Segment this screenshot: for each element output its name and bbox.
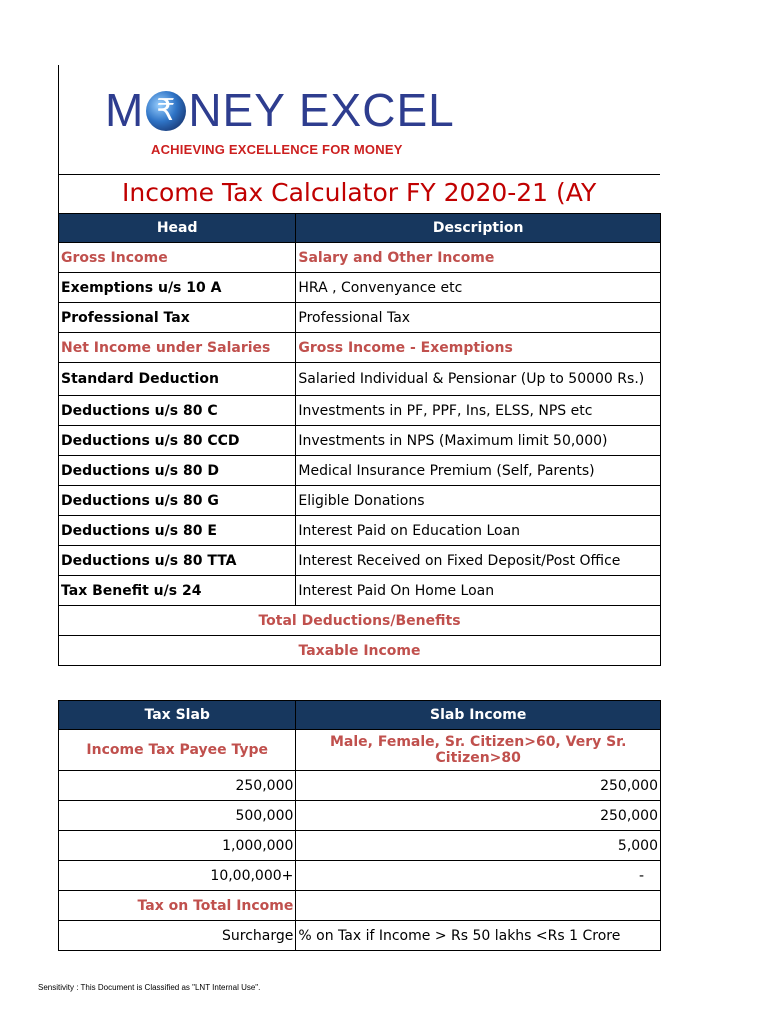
table-row [59,606,661,636]
table-row [59,921,661,951]
slab-value: 500,000 [59,801,296,831]
header-tax-slab: Tax Slab [59,701,296,730]
row-head-professional-tax[interactable]: Professional Tax [59,303,296,333]
table-row [59,636,661,666]
table-row [59,891,661,921]
tax-total-value[interactable] [296,891,661,921]
header-description: Description [296,214,661,243]
surcharge-label: Surcharge [59,921,296,951]
row-desc[interactable]: Interest Paid on Education Loan [296,516,661,546]
logo-tagline: ACHIEVING EXCELLENCE FOR MONEY [151,142,403,157]
title-row [58,175,660,213]
row-desc[interactable]: Interest Paid On Home Loan [296,576,661,606]
row-desc[interactable]: Professional Tax [296,303,661,333]
tax-slab-table [58,700,661,951]
slab-income[interactable]: - [296,861,661,891]
total-deductions[interactable]: Total Deductions/Benefits [59,606,661,636]
slab-income[interactable]: 250,000 [296,771,661,801]
logo-text-right: NEY EXCEL [188,84,455,136]
table-row [59,243,661,273]
page-title: Income Tax Calculator FY 2020-21 (AY [122,178,597,207]
rupee-symbol: ₹ [156,93,177,128]
row-head-80g[interactable]: Deductions u/s 80 G [59,486,296,516]
row-desc[interactable]: Interest Received on Fixed Deposit/Post Office [296,546,661,576]
row-desc[interactable]: Salary and Other Income [296,243,661,273]
row-head-standard-deduction[interactable]: Standard Deduction [59,363,296,396]
table-row [59,273,661,303]
table-row [59,363,661,396]
row-desc[interactable]: HRA , Convenyance etc [296,273,661,303]
row-desc[interactable]: Gross Income - Exemptions [296,333,661,363]
table-row [59,831,661,861]
table-row [59,516,661,546]
logo [105,83,455,137]
row-head-exemptions[interactable]: Exemptions u/s 10 A [59,273,296,303]
slab-value: 10,00,000+ [59,861,296,891]
logo-area [58,65,660,175]
table-row [59,456,661,486]
table-row [59,486,661,516]
row-desc[interactable]: Investments in NPS (Maximum limit 50,000) [296,426,661,456]
payee-type-select[interactable]: Male, Female, Sr. Citizen>60, Very Sr. Citizen>80 [296,730,661,771]
row-head-80c[interactable]: Deductions u/s 80 C [59,396,296,426]
taxable-income[interactable]: Taxable Income [59,636,661,666]
header-head: Head [59,214,296,243]
table-row [59,333,661,363]
slab-value: 1,000,000 [59,831,296,861]
table-row [59,546,661,576]
row-desc[interactable]: Investments in PF, PPF, Ins, ELSS, NPS etc [296,396,661,426]
table-row [59,801,661,831]
income-table-header [59,214,661,243]
logo-text-left: M [105,84,145,136]
sensitivity-footer: Sensitivity : This Document is Classified as "LNT Internal Use". [38,983,261,992]
row-head-80e[interactable]: Deductions u/s 80 E [59,516,296,546]
table-row [59,730,661,771]
table-row [59,861,661,891]
globe-rupee-icon [146,91,186,131]
table-row [59,396,661,426]
row-head-80ccd[interactable]: Deductions u/s 80 CCD [59,426,296,456]
slab-income[interactable]: 250,000 [296,801,661,831]
table-row [59,303,661,333]
header-slab-income: Slab Income [296,701,661,730]
row-head-80tta[interactable]: Deductions u/s 80 TTA [59,546,296,576]
row-desc[interactable]: Eligible Donations [296,486,661,516]
payee-type-label: Income Tax Payee Type [59,730,296,771]
row-desc[interactable]: Medical Insurance Premium (Self, Parents) [296,456,661,486]
slab-income[interactable]: 5,000 [296,831,661,861]
row-head-gross-income[interactable]: Gross Income [59,243,296,273]
income-table [58,213,661,666]
table-row [59,426,661,456]
tax-slab-table-header [59,701,661,730]
row-head-net-income[interactable]: Net Income under Salaries [59,333,296,363]
row-head-80d[interactable]: Deductions u/s 80 D [59,456,296,486]
row-desc[interactable]: Salaried Individual & Pensionar (Up to 50000 Rs.) [296,363,661,396]
tax-total-label: Tax on Total Income [59,891,296,921]
row-head-24[interactable]: Tax Benefit u/s 24 [59,576,296,606]
table-row [59,771,661,801]
slab-value: 250,000 [59,771,296,801]
surcharge-description[interactable]: % on Tax if Income > Rs 50 lakhs <Rs 1 Crore [296,921,661,951]
table-row [59,576,661,606]
